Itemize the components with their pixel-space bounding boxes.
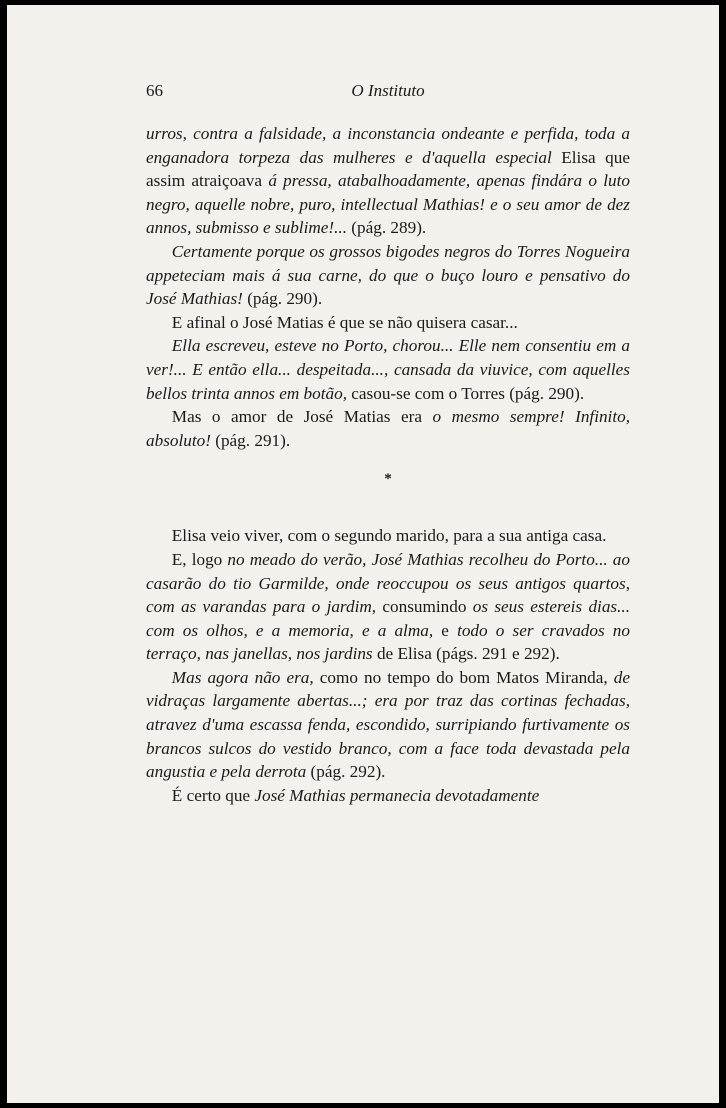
section-gap (146, 494, 630, 524)
quote-text: á pressa, atabalhoadamente, apenas findára o luto negro, aquelle nobre, puro, intellectual Mathias! e o seu amor de dez annos, submisso e sublime!... (146, 171, 630, 238)
plain-text: E, logo (171, 549, 228, 569)
body-text (146, 122, 630, 807)
quote-text: no meado do verão, José Mathias recolheu do Porto... ao casarão do tio Garmilde, onde reoccupou os seus antigos quartos, com as varandas para o jardim, (146, 549, 630, 617)
paragraph: Elisa veio viver, com o segundo marido, para a sua antiga casa. (171, 526, 607, 546)
quote-text: José Mathias permanecia devotadamente (254, 785, 540, 805)
citation: (pág. 291). (210, 430, 291, 450)
plain-text: como no tempo do bom Matos Miranda, (313, 667, 614, 687)
quote-text: Mas agora não era, (171, 667, 314, 687)
paragraph: E afinal o José Matias é que se não quisera casar... (171, 312, 518, 332)
citation: (pág. 292). (306, 762, 386, 782)
paragraph (146, 122, 630, 240)
page-number: 66 (146, 81, 163, 100)
quote-text: urros, contra a falsidade, a inconstancia ondeante e perfida, toda a enganadora torpeza das mulheres e d'aquella especial (146, 124, 630, 167)
paragraph (146, 548, 630, 666)
plain-text: Elisa (561, 147, 596, 167)
plain-text: Mas o amor de José Matias era (171, 407, 433, 427)
quote-text: Certamente porque os grossos bigodes negros do Torres Nogueira appeteciam mais á sua carne, do que o buço louro e pensativo do José Mathias! (146, 241, 630, 309)
section-separator: * (384, 471, 392, 488)
plain-text: É certo que (171, 785, 255, 805)
paragraph (146, 666, 630, 784)
citation: (pág. 289). (347, 218, 427, 238)
quote-text: o mesmo sempre! Infinito, absoluto! (146, 407, 631, 450)
citation: casou-se com o Torres (pág. 290). (347, 383, 585, 403)
plain-text: e (433, 620, 458, 640)
plain-text: consumindo (376, 597, 473, 617)
quote-text: Ella escreveu, esteve no Porto, chorou... Elle nem consentiu em a ver!... E então ella... despeitada..., cansada da viuvice, com aquelles bellos trinta annos em botão, (146, 336, 630, 403)
running-title: O Instituto (351, 81, 425, 100)
paragraph (146, 784, 630, 808)
plain-text: que assim atraiçoava (146, 147, 630, 191)
citation: (pág. 290). (242, 289, 323, 309)
page-header (146, 81, 630, 109)
citation: de Elisa (págs. 291 e 292). (372, 644, 560, 664)
quote-text: todo o ser cravados no terraço, nas janellas, nos jardins (146, 620, 630, 664)
paragraph (146, 240, 630, 311)
quote-text: de vidraças largamente abertas...; era por traz das cortinas fechadas, atravez d'uma escassa fenda, escondido, surripiando furtivamente os brancos sulcos do vestido branco, com a face toda devastada pela angustia e pela derrota (146, 667, 630, 782)
paragraph (146, 334, 630, 405)
paragraph (146, 405, 630, 452)
quote-text: os seus estereis dias... com os olhos, e a memoria, e a alma, (146, 597, 630, 640)
book-page (7, 5, 719, 1103)
